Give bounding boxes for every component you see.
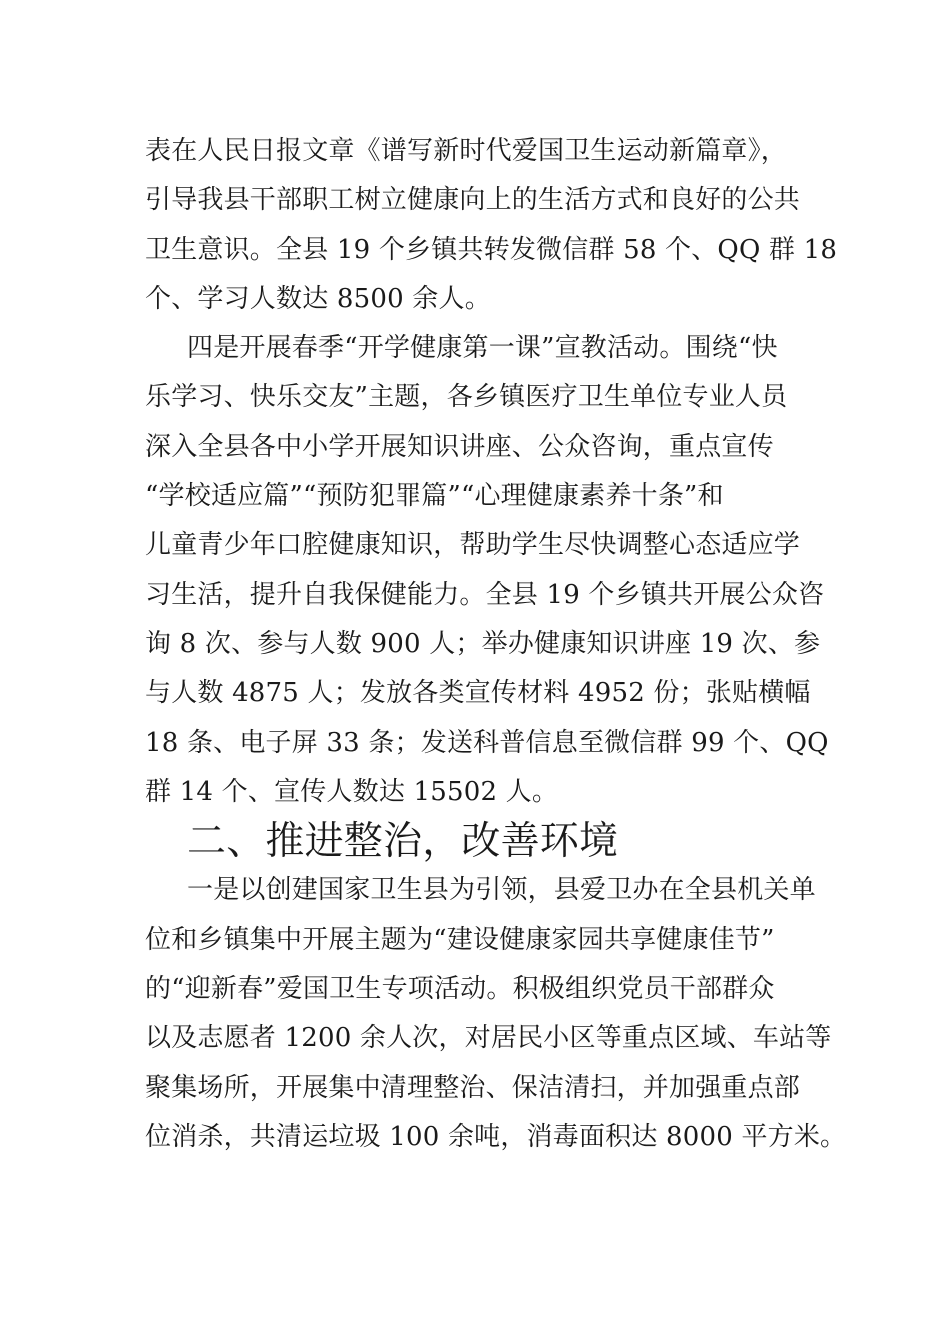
text-line: 儿童青少年口腔健康知识，帮助学生尽快调整心态适应学 — [145, 530, 801, 561]
heading-text: 二、推进整治，改善环境 — [187, 819, 619, 865]
paragraph-continuation — [145, 127, 838, 324]
text-line: 乐学习、快乐交友”主题，各乡镇医疗卫生单位专业人员 — [145, 382, 788, 413]
paragraph-national-health-county — [145, 866, 847, 1162]
text-line: 引导我县干部职工树立健康向上的生活方式和良好的公共 — [145, 185, 801, 216]
text-line: 与人数 4875 人；发放各类宣传材料 4952 份；张贴横幅 — [145, 678, 811, 709]
text-line: “学校适应篇”“预防犯罪篇”“心理健康素养十条”和 — [145, 481, 724, 512]
text-line: 个、学习人数达 8500 余人。 — [145, 283, 491, 314]
text-line: 位消杀，共清运垃圾 100 余吨，消毒面积达 8000 平方米。 — [145, 1121, 847, 1152]
text-line: 一是以创建国家卫生县为引领，县爱卫办在全县机关单 — [187, 875, 816, 906]
document-body — [145, 127, 847, 1162]
text-line: 18 条、电子屏 33 条；发送科普信息至微信群 99 个、QQ — [145, 727, 829, 758]
text-line: 聚集场所，开展集中清理整治、保洁清扫，并加强重点部 — [145, 1072, 801, 1103]
text-line: 群 14 个、宣传人数达 15502 人。 — [145, 776, 559, 807]
text-line: 表在人民日报文章《谱写新时代爱国卫生运动新篇章》， — [145, 136, 788, 166]
text-line: 以及志愿者 1200 余人次，对居民小区等重点区域、车站等 — [145, 1023, 832, 1054]
text-line: 习生活，提升自我保健能力。全县 19 个乡镇共开展公众咨 — [145, 579, 825, 610]
paragraph-spring-health-lesson — [145, 324, 829, 817]
text-line: 的“迎新春”爱国卫生专项活动。积极组织党员干部群众 — [145, 974, 775, 1005]
section-heading — [145, 817, 810, 866]
text-line: 深入全县各中小学开展知识讲座、公众咨询，重点宣传 — [145, 431, 774, 462]
text-line: 四是开展春季“开学健康第一课”宣教活动。围绕“快 — [187, 333, 778, 364]
text-line: 询 8 次、参与人数 900 人；举办健康知识讲座 19 次、参 — [145, 628, 821, 659]
text-line: 位和乡镇集中开展主题为“建设健康家园共享健康佳节” — [145, 924, 775, 955]
text-line: 卫生意识。全县 19 个乡镇共转发微信群 58 个、QQ 群 18 — [145, 234, 838, 265]
